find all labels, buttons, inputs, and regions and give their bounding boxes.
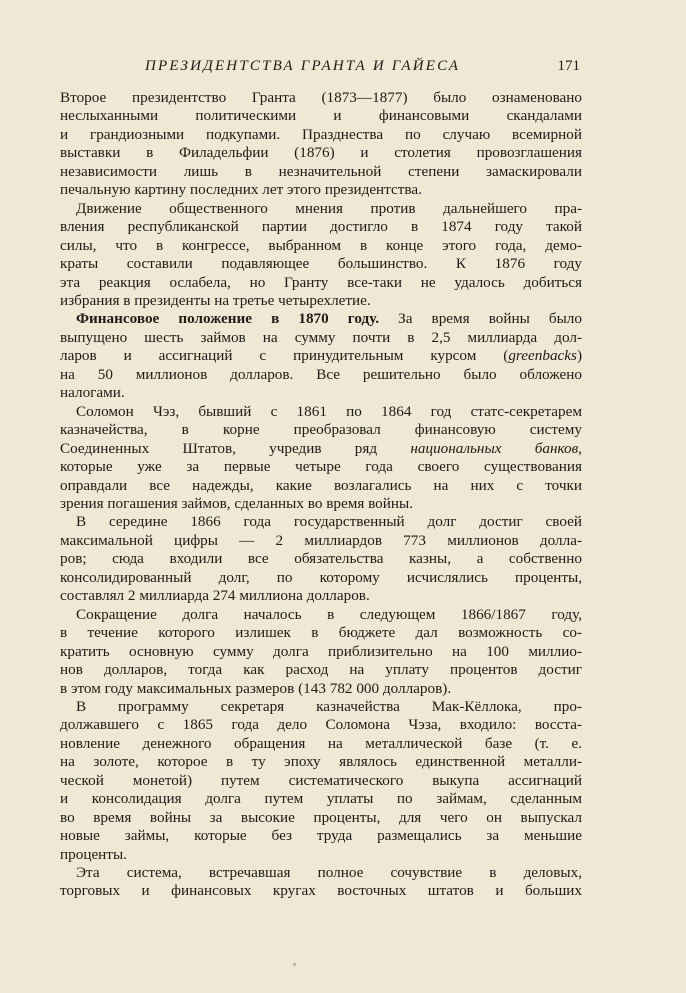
text-line: составлял 2 миллиарда 274 миллиона долларов. xyxy=(60,587,370,605)
text-line: на золоте, которое в ту эпоху являлось единственной металли- xyxy=(60,753,582,771)
text-line: эта реакция ослабела, но Гранту все-таки не удалось добиться xyxy=(60,273,582,291)
text-fragment: Соединенных Штатов, учредив ряд xyxy=(60,439,411,457)
text-line: Движение общественного мнения против дальнейшего пра- xyxy=(76,199,582,217)
italic-term: национальных банков, xyxy=(410,439,582,457)
text-line: и грандиозными подкупами. Празднества по случаю всемирной xyxy=(60,125,582,143)
text-fragment: За время войны было xyxy=(379,310,582,328)
text-line: новые займы, которые без труда размещались за меньшие xyxy=(60,827,582,845)
text-line: Эта система, встречавшая полное сочувствие в деловых, xyxy=(76,864,582,882)
text-line: должавшего с 1865 года дело Соломона Чэза, входило: восста- xyxy=(60,716,582,734)
text-line xyxy=(60,347,582,365)
page-header xyxy=(60,58,580,82)
text-line: казначейства, в корне преобразовал финансовую систему xyxy=(60,421,582,439)
text-fragment: ларов и ассигнаций с принудительным курсом ( xyxy=(60,347,509,365)
text-line: проценты. xyxy=(60,845,127,863)
text-line: торговых и финансовых кругах восточных штатов и больших xyxy=(60,882,582,900)
text-line: Второе президентство Гранта (1873—1877) было ознаменовано xyxy=(60,89,582,106)
text-line: неслыханными политическими и финансовыми скандалами xyxy=(60,107,582,125)
text-line: консолидированный долг, по которому исчислялись проценты, xyxy=(60,568,582,586)
text-line: ров; сюда входили все обязательства казны, а собственно xyxy=(60,550,582,568)
text-line: новление денежного обращения на металлической базе (т. е. xyxy=(60,734,582,752)
running-title: ПРЕЗИДЕНТСТВА ГРАНТА И ГАЙЕСА xyxy=(145,58,461,74)
text-line: В середине 1866 года государственный долг достиг своей xyxy=(76,513,582,531)
text-line: выпущено шесть займов на сумму почти в 2,5 миллиарда дол- xyxy=(60,328,582,346)
italic-term: greenbacks xyxy=(508,347,577,365)
text-line: Сокращение долга началось в следующем 1866/1867 году, xyxy=(76,605,582,623)
text-line xyxy=(60,440,582,458)
text-line: на 50 миллионов долларов. Все решительно было обложено xyxy=(60,365,582,383)
text-fragment: ) xyxy=(576,347,582,365)
text-line: максимальной цифры — 2 миллиардов 773 миллионов долла- xyxy=(60,531,582,549)
text-line: которые уже за первые четыре года своего существования xyxy=(60,458,582,476)
text-line: избрания в президенты на третье четырехлетие. xyxy=(60,291,371,309)
text-line: ческой монетой) путем систематического выкупа ассигнаций xyxy=(60,771,582,789)
paper-speck xyxy=(293,963,296,966)
text-line: Соломон Чэз, бывший с 1861 по 1864 год статс-секретарем xyxy=(76,402,582,420)
text-line: налогами. xyxy=(60,384,125,402)
text-line: кратить основную сумму долга приблизительно на 100 миллио- xyxy=(60,642,582,660)
text-line: независимости лишь в незначительной степени замаскировали xyxy=(60,162,582,180)
text-line: В программу секретаря казначейства Мак-Кёллока, про- xyxy=(76,697,582,715)
body-text xyxy=(60,89,582,901)
text-line: силы, что в конгрессе, выбранном в конце этого года, демо- xyxy=(60,236,582,254)
text-line: нов долларов, тогда как расход на уплату процентов достиг xyxy=(60,661,582,679)
text-line: в этом году максимальных размеров (143 782 000 долларов). xyxy=(60,679,452,697)
text-line: вления республиканской партии достигло в 1874 году такой xyxy=(60,218,582,236)
text-line: краты составили подавляющее большинство. К 1876 году xyxy=(60,255,582,273)
text-line: в течение которого излишек в бюджете дал возможность со- xyxy=(60,624,582,642)
page-number: 171 xyxy=(557,58,580,74)
text-line: и консолидация долга путем уплаты по займам, сделанным xyxy=(60,790,582,808)
text-line: во время войны за высокие проценты, для чего он выпускал xyxy=(60,808,582,826)
section-heading: Финансовое положение в 1870 году. xyxy=(76,310,380,328)
text-line xyxy=(60,310,582,328)
text-line: оправдали все надежды, какие возлагались на них с точки xyxy=(60,476,582,494)
text-line: зрения погашения займов, сделанных во время войны. xyxy=(60,494,414,512)
text-line: выставки в Филадельфии (1876) и столетия провозглашения xyxy=(60,144,582,162)
text-line: печальную картину последних лет этого президентства. xyxy=(60,181,422,199)
